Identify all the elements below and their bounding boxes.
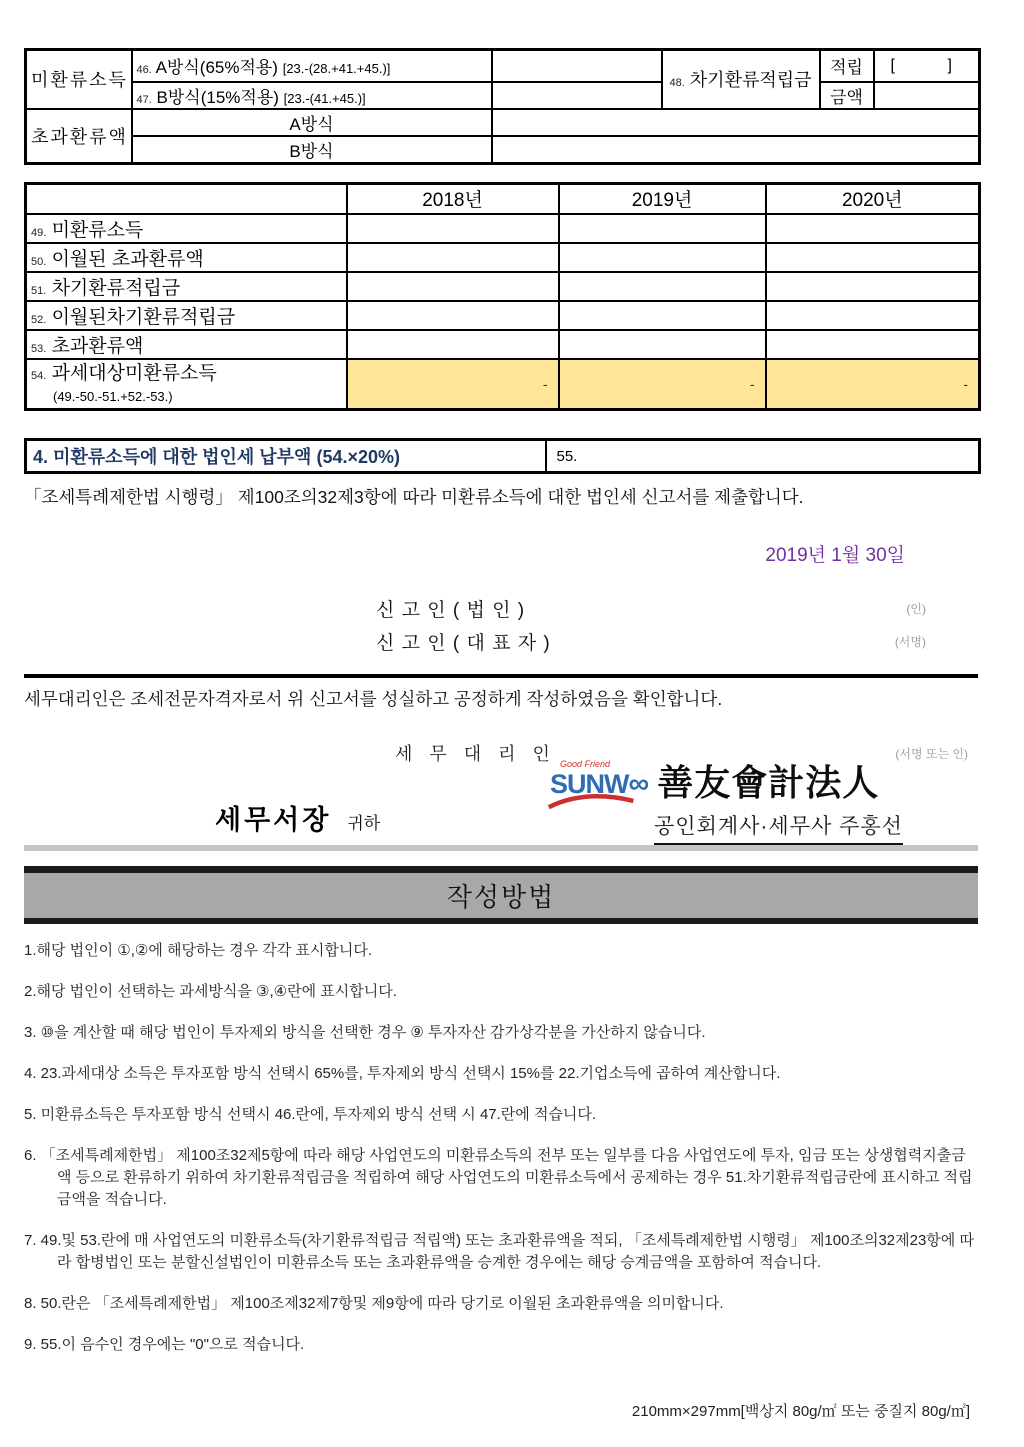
row51-value-2020[interactable] — [766, 272, 980, 301]
group-label-excess-return: 초과환류액 — [26, 109, 132, 164]
gray-divider-bar — [24, 845, 978, 851]
firm-subtitle: 공인회계사·세무사 주홍선 — [654, 810, 903, 846]
instruction-item-8: 8. 50.란은 「조세특례제한법」 제100조제32제7항및 제9항에 따라 당기로 이월된 초과환류액을 의미합니다. — [24, 1295, 724, 1312]
rowB-label: B방식 — [132, 136, 492, 164]
sunwoo-logo — [550, 760, 649, 801]
row47-value-cell[interactable] — [492, 82, 662, 109]
agent-seal-mark: (서명 또는 인) — [895, 746, 968, 761]
row47-formula: [23.-(41.+45.)] — [283, 90, 366, 106]
section4-title: 4. 미환류소득에 대한 법인세 납부액 (54.×20%) — [26, 440, 546, 473]
row51-value-2018[interactable] — [347, 272, 559, 301]
paper-spec-footer: 210mm×297mm[백상지 80g/㎡ 또는 중질지 80g/㎡] — [631, 1403, 970, 1420]
firm-name-cjk: 善友會計法人 — [657, 762, 880, 803]
unreturned-income-table — [24, 48, 981, 165]
row51-label: 51. 차기환류적립금 — [26, 272, 347, 301]
row46-formula: [23.-(28.+41.+45.)] — [282, 61, 391, 77]
field-number: 46. — [136, 64, 152, 77]
row49-value-2018[interactable] — [347, 214, 559, 243]
row51-value-2019[interactable] — [559, 272, 766, 301]
row49-label: 49. 미환류소득 — [26, 214, 347, 243]
section4-table — [24, 438, 981, 474]
row46-label: 46. A방식(65%적용) [23.-(28.+41.+45.)] — [132, 50, 492, 82]
row49-value-2020[interactable] — [766, 214, 980, 243]
yearly-table — [24, 182, 981, 411]
row50-value-2018[interactable] — [347, 243, 559, 272]
instruction-item-2: 2.해당 법인이 선택하는 과세방식을 ③,④란에 표시합니다. — [24, 983, 397, 1000]
row52-label: 52. 이월된차기환류적립금 — [26, 301, 347, 330]
row54-label: 54. 과세대상미환류소득 (49.-50.-51.+52.-53.) — [26, 359, 347, 410]
instructions-header — [24, 866, 978, 924]
signer-block — [24, 592, 978, 658]
tax-agent-label: 세 무 대 리 인 — [395, 744, 556, 764]
row54-value-2020: - — [766, 359, 980, 410]
instruction-item-5: 5. 미환류소득은 투자포함 방식 선택시 46.란에, 투자제외 방식 선택 시 47.란에 적습니다. — [24, 1106, 597, 1123]
row54-formula: (49.-50.-51.+52.-53.) — [53, 388, 173, 404]
signer-label-corporation: 신 고 인 ( 법 인 ) — [376, 600, 526, 621]
group-label-unreturned-income: 미환류소득 — [26, 50, 132, 109]
recipient-honorific: 귀하 — [347, 814, 381, 833]
table-row — [26, 330, 980, 359]
declaration-text: 「조세특례제한법 시행령」 제100조의32제3항에 따라 미환류소득에 대한 법인세 신고서를 제출합니다. — [24, 487, 804, 507]
sunwoo-wordmark: SUNW — [550, 769, 629, 799]
header-bottom-bar — [24, 918, 978, 924]
instruction-item-9: 9. 55.이 음수인 경우에는 "0"으로 적습니다. — [24, 1336, 305, 1353]
seal-mark: (인) — [906, 602, 926, 616]
signature-mark: (서명) — [894, 635, 926, 649]
row47-label: 47. B방식(15%적용) [23.-(41.+45.)] — [132, 82, 492, 109]
accounting-firm-block — [550, 755, 903, 846]
col48-value-cell[interactable] — [874, 82, 980, 109]
filing-date: 2019년 1월 30일 — [765, 545, 905, 566]
instruction-item-7: 7. 49.및 53.란에 매 사업연도의 미환류소득(차기환류적립금 적립액) 또는 초과환류액을 적되, 「조세특례제한법 시행령」 제100조의32제23항에 따라 합병법인 또는 분할신설법인이 미환류소득 또는 초과환류액을 승계한 경우에는 해당 승계금액을 포함하여 적습니다. — [24, 1232, 974, 1271]
infinity-icon: ∞ — [628, 768, 650, 800]
row49-value-2019[interactable] — [559, 214, 766, 243]
row53-label: 53. 초과환류액 — [26, 330, 347, 359]
row46-value-cell[interactable] — [492, 50, 662, 82]
row52-value-2018[interactable] — [347, 301, 559, 330]
col48-sub2: 금액 — [820, 82, 874, 109]
col48-bracket-cell[interactable]: [ ] — [874, 50, 980, 82]
year-header-empty — [26, 184, 347, 214]
instructions-heading: 작성방법 — [24, 873, 978, 918]
recipient-line — [215, 798, 380, 837]
row53-value-2018[interactable] — [347, 330, 559, 359]
row53-value-2019[interactable] — [559, 330, 766, 359]
instruction-item-1: 1.해당 법인이 ①,②에 해당하는 경우 각각 표시합니다. — [24, 942, 373, 959]
instruction-item-4: 4. 23.과세대상 소득은 투자포함 방식 선택시 65%를, 투자제외 방식 선택시 15%를 22.기업소득에 곱하여 계산합니다. — [24, 1065, 781, 1082]
field55-cell[interactable]: 55. — [546, 440, 980, 473]
year-header-2019: 2019년 — [559, 184, 766, 214]
row50-label: 50. 이월된 초과환류액 — [26, 243, 347, 272]
table-row — [26, 214, 980, 243]
instruction-item-6: 6. 「조세특례제한법」 제100조32제5항에 따라 해당 사업연도의 미환류소득의 전부 또는 일부를 다음 사업연도에 투자, 임금 또는 상생협력지출금액 등으로 환류하기 위하여 차기환류적립금을 적립하여 해당 사업연도의 미환류소득에서 공제하는 경우 51.차기환류적립금란에 표시하고 적립금액을 적습니다. — [24, 1147, 973, 1208]
table-row-taxable — [26, 359, 980, 410]
row52-value-2019[interactable] — [559, 301, 766, 330]
signer-row-representative — [24, 625, 978, 658]
signer-row-corporation — [24, 592, 978, 625]
row54-value-2019: - — [559, 359, 766, 410]
year-header-2020: 2020년 — [766, 184, 980, 214]
rowA-value-cell[interactable] — [492, 109, 980, 136]
year-header-row — [26, 184, 980, 214]
table-row — [26, 243, 980, 272]
col48-sub1: 적립 — [820, 50, 874, 82]
row54-value-2018: - — [347, 359, 559, 410]
row50-value-2019[interactable] — [559, 243, 766, 272]
rowB-value-cell[interactable] — [492, 136, 980, 164]
recipient-title: 세무서장 — [215, 805, 332, 835]
row52-value-2020[interactable] — [766, 301, 980, 330]
instructions-list — [24, 940, 978, 1375]
row50-value-2020[interactable] — [766, 243, 980, 272]
tax-agent-statement: 세무대리인은 조세전문자격자로서 위 신고서를 성실하고 공정하게 작성하였음을 확인합니다. — [24, 689, 723, 709]
header-top-bar — [24, 866, 978, 873]
col48-label: 48. 차기환류적립금 — [662, 50, 820, 109]
instruction-item-3: 3. ⑩을 계산할 때 해당 법인이 투자제외 방식을 선택한 경우 ⑨ 투자자산 감가상각분을 가산하지 않습니다. — [24, 1024, 706, 1041]
rowA-label: A방식 — [132, 109, 492, 136]
row53-value-2020[interactable] — [766, 330, 980, 359]
table-row — [26, 272, 980, 301]
year-header-2018: 2018년 — [347, 184, 559, 214]
table-row — [26, 301, 980, 330]
section-divider — [24, 674, 978, 678]
red-swoosh-icon — [546, 791, 638, 809]
signer-label-representative: 신 고 인 ( 대 표 자 ) — [376, 633, 551, 654]
good-friend-tagline: Good Friend — [560, 759, 611, 769]
